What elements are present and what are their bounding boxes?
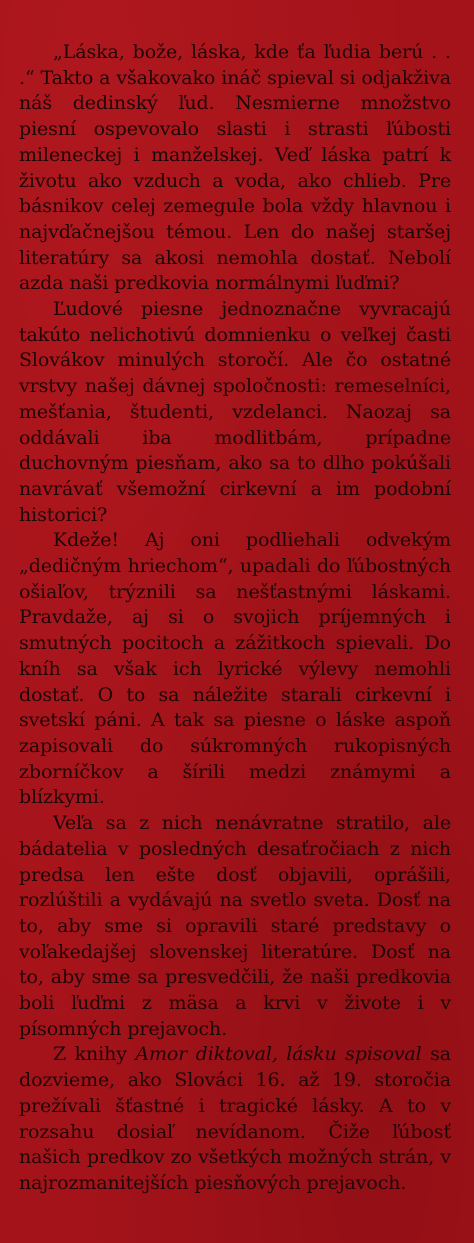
book-title: Amor diktoval, lásku spisoval — [135, 1043, 422, 1066]
paragraph-5 — [19, 1042, 451, 1196]
paragraph-5-rest: sa dozvieme, ako Slováci 16. až 19. storočia prežívali šťastné i tragické lásky. A to v rozsahu dosiaľ nevídanom. Čiže ľúbosť našich predkov zo všetkých možných strán, v najrozmanitejších piesňových prejavoch. — [19, 1043, 451, 1194]
paragraph-1: „Láska, bože, láska, kde ťa ľudia berú . . .“ Takto a všakovako ináč spieval si odjakživa náš dedinský ľud. Nesmierne množstvo piesní ospevovalo slasti i strasti ľúbosti mileneckej i manželskej. Veď láska patrí k životu ako vzduch a voda, ako chlieb. Pre básnikov celej zemegule bola vždy hlavnou i najvďačnejšou témou. Len do našej staršej literatúry sa akosi nemohla dostať. Nebolí azda naši predkovia normálnymi ľuďmi? — [19, 41, 451, 295]
paragraph-3: Kdeže! Aj oni podliehali odvekým „dedičným hriechom“, upadali do ľúbostných ošiaľov, trýznili sa nešťastnými láskami. Pravdaže, aj si o svojich príjemných i smutných pocitoch a zážitkoch spievali. Do kníh sa však ich lyrické výlevy nemohli dostať. O to sa náležite starali cirkevní i svetskí páni. A tak sa piesne o láske aspoň zapisovali do súkromných rukopisných zborníčkov a šírili medzi známymi a blízkymi. — [19, 529, 451, 809]
paragraph-4: Veľa sa z nich nenávratne stratilo, ale bádatelia v posledných desaťročiach z nich predsa len ešte dosť objavili, oprášili, rozlúštili a vydávajú na svetlo sveta. Dosť na to, aby sme si opravili staré predstavy o voľakedajšej slovenskej literatúre. Dosť na to, aby sme sa presvedčili, že naši predkovia boli ľuďmi z mäsa a krvi v živote i v písomných prejavoch. — [19, 812, 451, 1040]
paragraph-5-lead: Z knihy — [53, 1043, 136, 1066]
book-back-cover-text — [19, 40, 451, 1197]
paragraph-2: Ľudové piesne jednoznačne vyvracajú takúto nelichotivú domnienku o veľkej časti Slovákov minulých storočí. Ale čo ostatné vrstvy našej dávnej spoločnosti: remeselníci, mešťania, študenti, vzdelanci. Naozaj sa oddávali iba modlitbám, prípadne duchovným piesňam, ako sa to dlho pokúšali navrávať všemožní cirkevní a im podobní historici? — [19, 298, 451, 526]
